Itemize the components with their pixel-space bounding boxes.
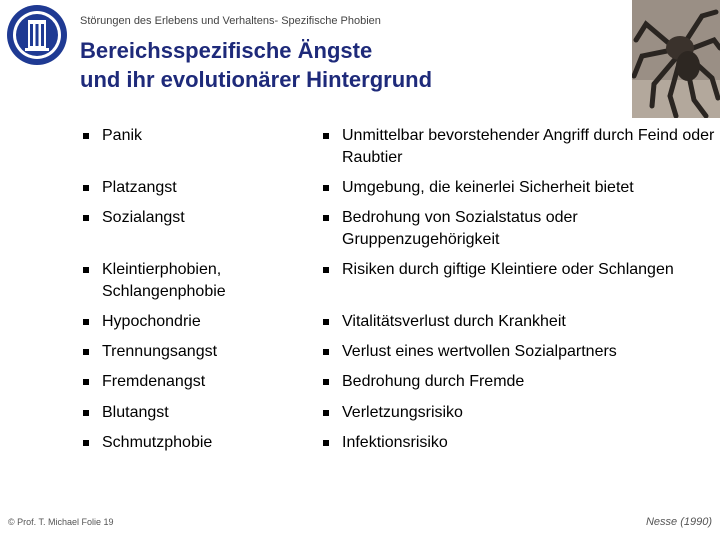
bullet-icon: [323, 133, 329, 139]
origin-label: Verletzungsrisiko: [342, 404, 463, 421]
bullet-icon: [83, 267, 89, 273]
fear-label: Blutangst: [102, 404, 169, 421]
fear-item: [80, 311, 305, 333]
bullet-icon: [83, 133, 89, 139]
origin-item: [320, 341, 715, 363]
footer-copyright: © Prof. T. Michael Folie 19: [8, 517, 114, 527]
bullet-icon: [323, 440, 329, 446]
tarantula-image: [632, 0, 720, 118]
bullet-icon: [323, 185, 329, 191]
fear-item: [80, 125, 305, 147]
origin-item: [320, 311, 715, 333]
fear-item: [80, 207, 305, 229]
bullet-icon: [83, 319, 89, 325]
page-title: [80, 36, 432, 94]
origin-label: Unmittelbar bevorstehender Angriff durch Feind oder Raubtier: [342, 127, 715, 166]
origin-label: Infektionsrisiko: [342, 434, 448, 451]
origin-item: [320, 125, 715, 169]
origin-item: [320, 177, 715, 199]
origin-label: Vitalitätsverlust durch Krankheit: [342, 313, 566, 330]
bullet-icon: [83, 379, 89, 385]
bullet-icon: [323, 410, 329, 416]
fear-label: Kleintierphobien, Schlangenphobie: [102, 261, 226, 300]
bullet-icon: [83, 440, 89, 446]
fear-label: Hypochondrie: [102, 313, 201, 330]
fear-label: Schmutzphobie: [102, 434, 213, 451]
origin-item: [320, 402, 715, 424]
fear-item: [80, 371, 305, 393]
fear-label: Platzangst: [102, 179, 177, 196]
bullet-icon: [323, 379, 329, 385]
bullet-icon: [323, 349, 329, 355]
bullet-icon: [323, 319, 329, 325]
origin-item: [320, 432, 715, 454]
origin-item: [320, 259, 715, 281]
fear-item: [80, 177, 305, 199]
origin-label: Risiken durch giftige Kleintiere oder Schlangen: [342, 261, 674, 278]
origin-label: Bedrohung von Sozialstatus oder Gruppenzugehörigkeit: [342, 209, 578, 248]
origin-label: Bedrohung durch Fremde: [342, 373, 525, 390]
origin-label: Verlust eines wertvollen Sozialpartners: [342, 343, 617, 360]
footer-citation: Nesse (1990): [645, 516, 712, 528]
bullet-icon: [83, 410, 89, 416]
fear-item: [80, 402, 305, 424]
origin-label: Umgebung, die keinerlei Sicherheit bietet: [342, 179, 634, 196]
fear-label: Sozialangst: [102, 209, 185, 226]
bullet-icon: [323, 215, 329, 221]
bullet-icon: [83, 215, 89, 221]
bullet-icon: [83, 185, 89, 191]
fear-label: Trennungsangst: [102, 343, 218, 360]
title-line-1: Bereichsspezifische Ängste: [80, 38, 373, 63]
university-logo: [6, 4, 68, 66]
bullet-icon: [323, 267, 329, 273]
origin-item: [320, 371, 715, 393]
title-line-2: und ihr evolutionärer Hintergrund: [80, 67, 433, 92]
bullet-icon: [83, 349, 89, 355]
breadcrumb: Störungen des Erlebens und Verhaltens- Spezifische Phobien: [80, 15, 381, 27]
fear-item: [80, 259, 305, 303]
origin-item: [320, 207, 715, 251]
fear-item: [80, 432, 305, 454]
fear-label: Panik: [102, 127, 143, 144]
fear-item: [80, 341, 305, 363]
fear-label: Fremdenangst: [102, 373, 206, 390]
